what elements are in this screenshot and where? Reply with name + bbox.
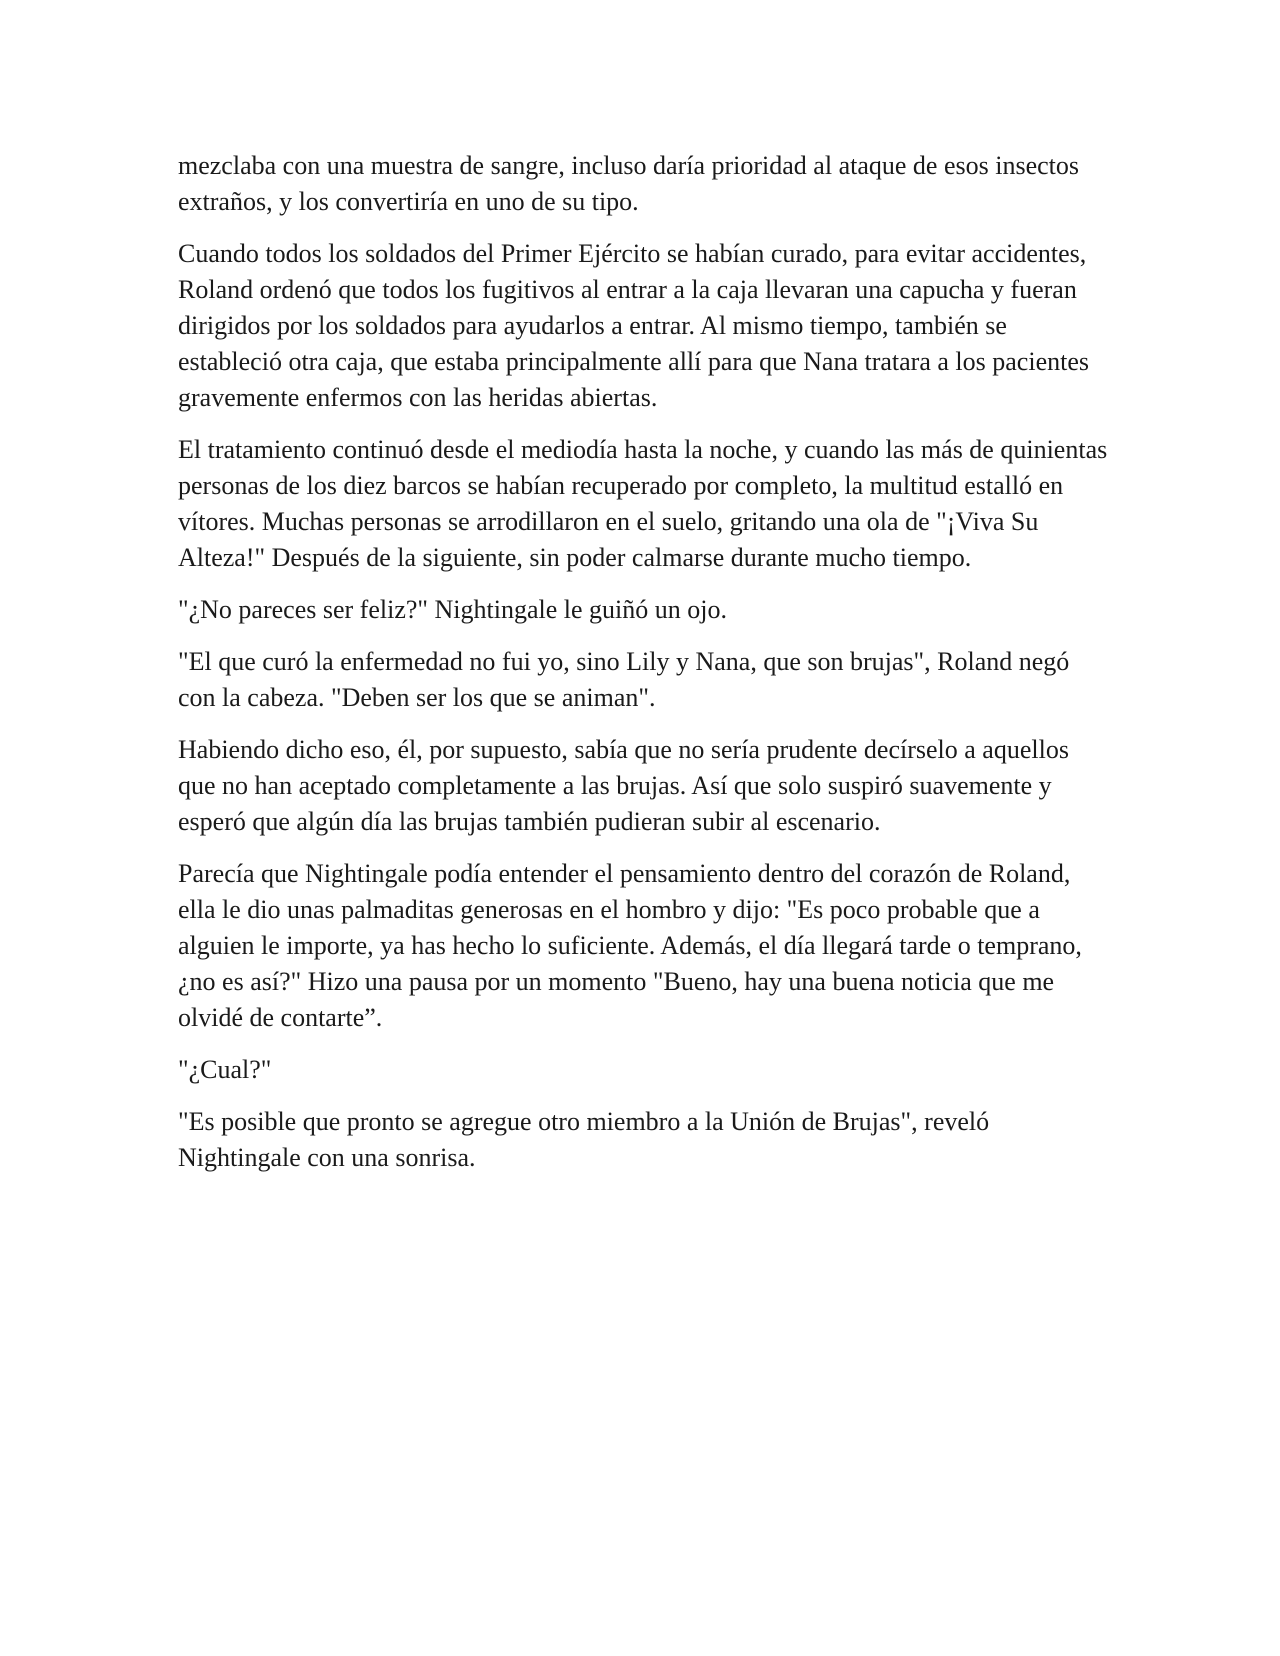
paragraph: Parecía que Nightingale podía entender el pensamiento dentro del corazón de Roland, ella le dio unas palmaditas generosas en el hombro y dijo: "Es poco probable que a alguien le importe, ya has hecho lo suficiente. Además, el día llegará tarde o temprano, ¿no es así?" Hizo una pausa por un momento "Bueno, hay una buena noticia que me olvidé de contarte”.: [178, 859, 1082, 1032]
paragraph: Habiendo dicho eso, él, por supuesto, sabía que no sería prudente decírselo a aquellos que no han aceptado completamente a las brujas. Así que solo suspiró suavemente y esperó que algún día las brujas también pudieran subir al escenario.: [178, 735, 1069, 836]
paragraph: "Es posible que pronto se agregue otro miembro a la Unión de Brujas", reveló Nightingale con una sonrisa.: [178, 1107, 990, 1172]
document-body: [178, 148, 1108, 1192]
paragraph: El tratamiento continuó desde el mediodía hasta la noche, y cuando las más de quinientas personas de los diez barcos se habían recuperado por completo, la multitud estalló en vítores. Muchas personas se arrodillaron en el suelo, gritando una ola de "¡Viva Su Alteza!" Después de la siguiente, sin poder calmarse durante mucho tiempo.: [178, 435, 1108, 572]
paragraph: "El que curó la enfermedad no fui yo, sino Lily y Nana, que son brujas", Roland negó con la cabeza. "Deben ser los que se animan".: [178, 647, 1070, 712]
paragraph: Cuando todos los soldados del Primer Ejército se habían curado, para evitar accidentes, Roland ordenó que todos los fugitivos al entrar a la caja llevaran una capucha y fueran dirigidos por los soldados para ayudarlos a entrar. Al mismo tiempo, también se estableció otra caja, que estaba principalmente allí para que Nana tratara a los pacientes gravemente enfermos con las heridas abiertas.: [178, 239, 1089, 412]
paragraph: "¿Cual?": [178, 1055, 272, 1084]
paragraph: mezclaba con una muestra de sangre, incluso daría prioridad al ataque de esos insectos extraños, y los convertiría en uno de su tipo.: [178, 151, 1079, 216]
paragraph: "¿No pareces ser feliz?" Nightingale le guiñó un ojo.: [178, 595, 727, 624]
